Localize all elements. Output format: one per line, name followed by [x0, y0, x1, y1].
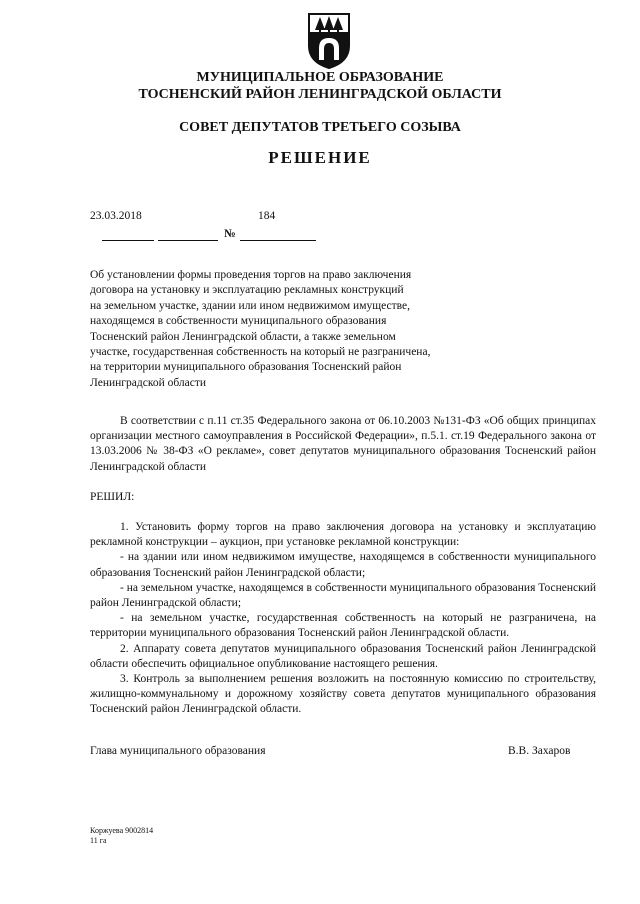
decision-item: - на земельном участке, находящемся в собственности муниципального образования Тосненский район Ленинградской области;	[90, 581, 596, 610]
document-type: РЕШЕНИЕ	[268, 148, 372, 167]
copies-info: 11 га	[90, 836, 107, 845]
coat-of-arms-icon	[307, 12, 351, 70]
preamble: В соответствии с п.11 ст.35 Федерального закона от 06.10.2003 №131-ФЗ «Об общих принципах организации местного самоуправления в Российской Федерации», п.5.1. ст.19 Федерального закона от 13.03.2006 № 38-ФЗ «О рекламе», совет депутатов муниципального образования Тосненский район Ленинградской области	[90, 415, 596, 473]
council-name: СОВЕТ ДЕПУТАТОВ ТРЕТЬЕГО СОЗЫВА	[179, 120, 461, 135]
date-underline	[102, 240, 154, 241]
document-number: 184	[258, 210, 276, 222]
number-underline	[240, 240, 316, 241]
date-underline-2	[158, 240, 218, 241]
document-subject: Об установлении формы проведения торгов на право заключения договора на установку и эксплуатацию рекламных конструкций на земельном участке, здании или ином недвижимом имуществе, находящемся в собственности муниципального образования Тосненский район Ленинградской области, а также земельном участке, государственная собственность на который не разграничена, на территории муниципального образования Тосненский район Ленинградской области	[90, 269, 431, 389]
decision-item: 3. Контроль за выполнением решения возложить на постоянную комиссию по строительству, жилищно-коммунальному и дорожному хозяйству совета депутатов муниципального образования Тосненский район Ленинградской области.	[90, 673, 596, 716]
org-name-line2: ТОСНЕНСКИЙ РАЙОН ЛЕНИНГРАДСКОЙ ОБЛАСТИ	[138, 87, 502, 102]
decision-item: - на земельном участке, государственная собственность на который не разграничена, на территории муниципального образования Тосненский район Ленинградской области.	[90, 612, 596, 640]
decision-item: 1. Установить форму торгов на право заключения договора на установку и эксплуатацию рекламной конструкции – аукцион, при установке рекламной конструкции:	[90, 521, 596, 549]
decision-item: 2. Аппарату совета депутатов муниципального образования Тосненский район Ленинградской области обеспечить официальное опубликование настоящего решения.	[90, 642, 596, 670]
document-date: 23.03.2018	[90, 210, 142, 222]
signature-position: Глава муниципального образования	[90, 745, 266, 757]
decided-heading: РЕШИЛ:	[90, 491, 135, 503]
signature-name: В.В. Захаров	[508, 745, 571, 757]
executor-info: Коржуева 9002814	[90, 826, 154, 835]
decision-items	[90, 520, 596, 718]
decision-item: - на здании или ином недвижимом имуществе, находящемся в собственности муниципального образования Тосненский район Ленинградской области;	[90, 551, 596, 579]
org-name-line1: МУНИЦИПАЛЬНОЕ ОБРАЗОВАНИЕ	[196, 70, 444, 85]
number-sign: №	[224, 228, 236, 240]
